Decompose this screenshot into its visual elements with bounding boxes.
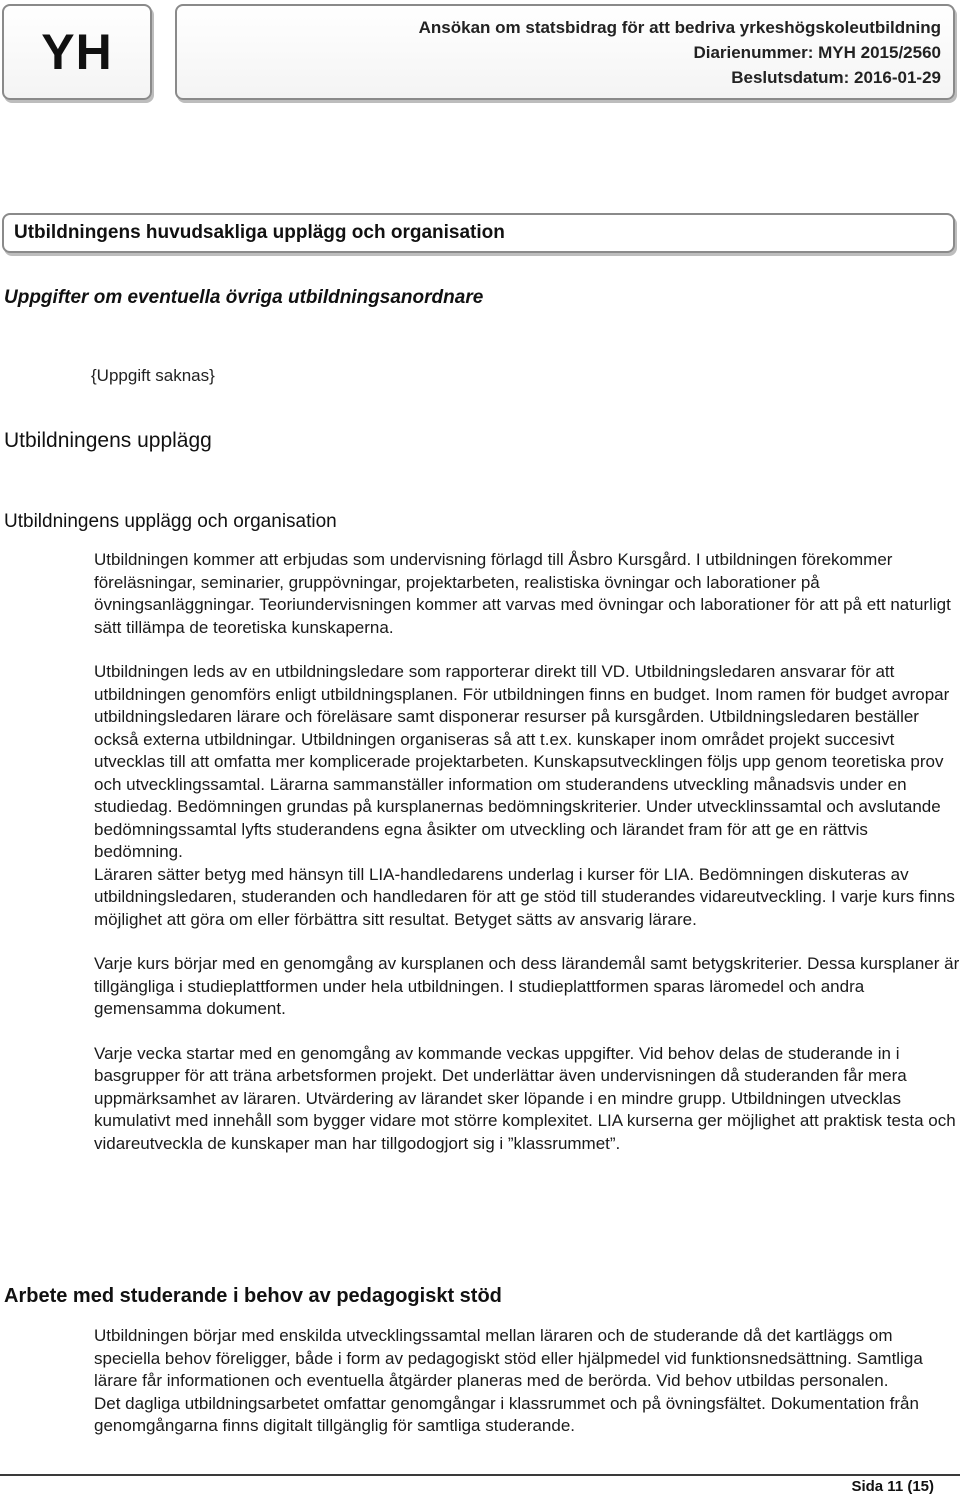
placeholder-text: {Uppgift saknas} <box>91 366 215 385</box>
upplagg-body <box>94 549 960 1155</box>
paragraph: Varje kurs börjar med en genomgång av kursplanen och dess lärandemål samt betygskriterier. Dessa kursplaner är tillgängliga i studieplattformen under hela utbildningen. I studieplattformen sparas läromedel och andra gemensamma dokument. <box>94 954 960 1018</box>
paragraph: Utbildningen kommer att erbjudas som undervisning förlagd till Åsbro Kursgård. I utbildningen förekommer föreläsningar, seminarier, gruppövningar, projektarbeten, realistiska övningar och laborationer på övningsanläggningar. Teoriundervisningen kommer att varvas med övningar och laborationer för att på ett naturligt sätt tillämpa de teoretiska kunskaperna. <box>94 550 951 637</box>
paragraph: Det dagliga utbildningsarbetet omfattar genomgångar i klassrummet och på övningsfältet. Dokumentation från genomgångarna finns digitalt tillgänglig för samtliga studerande. <box>94 1393 919 1435</box>
section-header <box>2 213 955 253</box>
paragraph: Varje vecka startar med en genomgång av kommande veckas uppgifter. Vid behov delas de studerande in i basgrupper för att träna arbetsformen projekt. Det underlättar även undervisningen då studeranden får mera uppmärksamhet av läraren. Utvärdering av lärandet sker löpande i en mindre grupp. Utbildningen utvecklas kumulativt med innehåll som bygger vidare mot större komplexitet. LIA kurserna ger möjlighet att praktisk testa och vidareutveckla de kunskaper man har tillgodogjort sig i ”klassrummet”. <box>94 1043 956 1153</box>
page-number: Sida 11 (15) <box>851 1478 934 1495</box>
ovriga-heading: Uppgifter om eventuella övriga utbildningsanordnare <box>4 287 484 308</box>
paragraph: Utbildningen börjar med enskilda utvecklingssamtal mellan läraren och de studerande då det kartläggs om speciella behov föreligger, både i form av pedagogiskt stöd eller hjälpmedel vid funktionsnedsättning. Samtliga lärare får informationen och eventuella åtgärder planeras med de berörda. Vid behov utbildas personalen. <box>94 1326 923 1390</box>
footer-divider <box>0 1474 960 1476</box>
stod-body <box>94 1325 960 1438</box>
diarienummer: Diarienummer: MYH 2015/2560 <box>693 42 941 62</box>
document-header <box>175 4 955 100</box>
logo: YH <box>41 24 113 80</box>
logo-box <box>2 4 152 100</box>
upplagg-heading: Utbildningens upplägg <box>4 429 212 452</box>
document-title: Ansökan om statsbidrag för att bedriva yrkeshögskoleutbildning <box>418 17 941 37</box>
paragraph: Läraren sätter betyg med hänsyn till LIA-handledarens underlag i kurser för LIA. Bedömningen diskuteras av utbildningsledaren, studeranden och handledaren för att ge stöd till studerandes vidareutveckling. I varje kurs finns möjlighet att göra om eller förbättra sitt resultat. Betyget sätts av ansvarig lärare. <box>94 864 955 929</box>
section-title: Utbildningens huvudsakliga upplägg och organisation <box>14 222 505 243</box>
upplagg-subheading: Utbildningens upplägg och organisation <box>4 511 337 532</box>
paragraph: Utbildningen leds av en utbildningsledare som rapporterar direkt till VD. Utbildningsledaren ansvarar för att utbildningen genomförs enligt utbildningsplanen. För utbildningen finns en budget. Inom ramen för budget avropar utbildningsledaren lärare och föreläsare samt disponerar resurser på kursgården. Utbildningsledaren beställer också externa utbildningar. Utbildningen organiseras så att t.ex. kunskaper inom området projekt succesivt utvecklas till att omfatta mer komplicerade projektarbeten. Kunskapsutvecklingen följs upp genom teoretiska prov och utvecklingssamtal. Lärarna sammanställer information om studerandens utveckling månadsvis under en studiedag. Bedömningen grundas på kursplanernas bedömningskriterier. Under utvecklinssamtal och avslutande bedömningssamtal lyfts studerandens egna åsikter om utveckling och lärandet fram för att ge en rättvis bedömning. <box>94 662 950 861</box>
stod-heading: Arbete med studerande i behov av pedagogiskt stöd <box>4 1285 502 1307</box>
beslutsdatum: Beslutsdatum: 2016-01-29 <box>731 67 941 87</box>
